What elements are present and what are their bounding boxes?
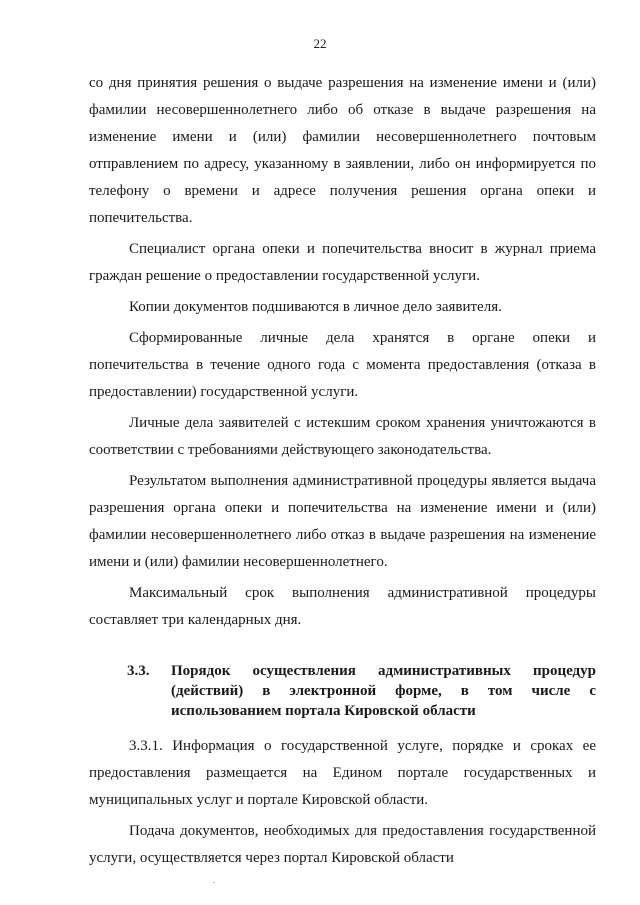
scan-speck bbox=[213, 882, 215, 883]
paragraph: Личные дела заявителей с истекшим сроком хранения уничтожаются в соответствии с требованиями действующего законодательства. bbox=[89, 415, 596, 458]
page-number: 22 bbox=[313, 36, 327, 51]
paragraph: Максимальный срок выполнения административной процедуры составляет три календарных дня. bbox=[89, 585, 596, 628]
paragraph: Подача документов, необходимых для предоставления государственной услуги, осуществляется через портал Кировской области bbox=[89, 823, 596, 866]
paragraph: 3.3.1. Информация о государственной услуге, порядке и сроках ее предоставления размещается на Едином портале государственных и муниципальных услуг и портале Кировской области. bbox=[89, 738, 596, 808]
paragraph: Специалист органа опеки и попечительства вносит в журнал приема граждан решение о предоставлении государственной услуги. bbox=[89, 241, 596, 284]
section-number: 3.3. bbox=[127, 663, 150, 679]
section-heading bbox=[89, 661, 596, 721]
document-body bbox=[89, 70, 596, 872]
paragraph: Результатом выполнения административной процедуры является выдача разрешения органа опеки и попечительства на изменение имени и (или) фамилии несовершеннолетнего либо отказ в выдаче разрешения на изменение имени и (или) фамилии несовершеннолетнего. bbox=[89, 473, 596, 570]
paragraph: Сформированные личные дела хранятся в органе опеки и попечительства в течение одного года с момента предоставления (отказа в предоставлении) государственной услуги. bbox=[89, 330, 596, 400]
section-title: Порядок осуществления административных процедур (действий) в электронной форме, в том числе с использованием портала Кировской области bbox=[171, 663, 596, 719]
paragraph: со дня принятия решения о выдаче разрешения на изменение имени и (или) фамилии несовершеннолетнего либо об отказе в выдаче разрешения на изменение имени и (или) фамилии несовершеннолетнего почтовым отправлением по адресу, указанному в заявлении, либо он информируется по телефону о времени и адресе получения решения органа опеки и попечительства. bbox=[89, 75, 596, 226]
paragraph: Копии документов подшиваются в личное дело заявителя. bbox=[129, 299, 502, 315]
